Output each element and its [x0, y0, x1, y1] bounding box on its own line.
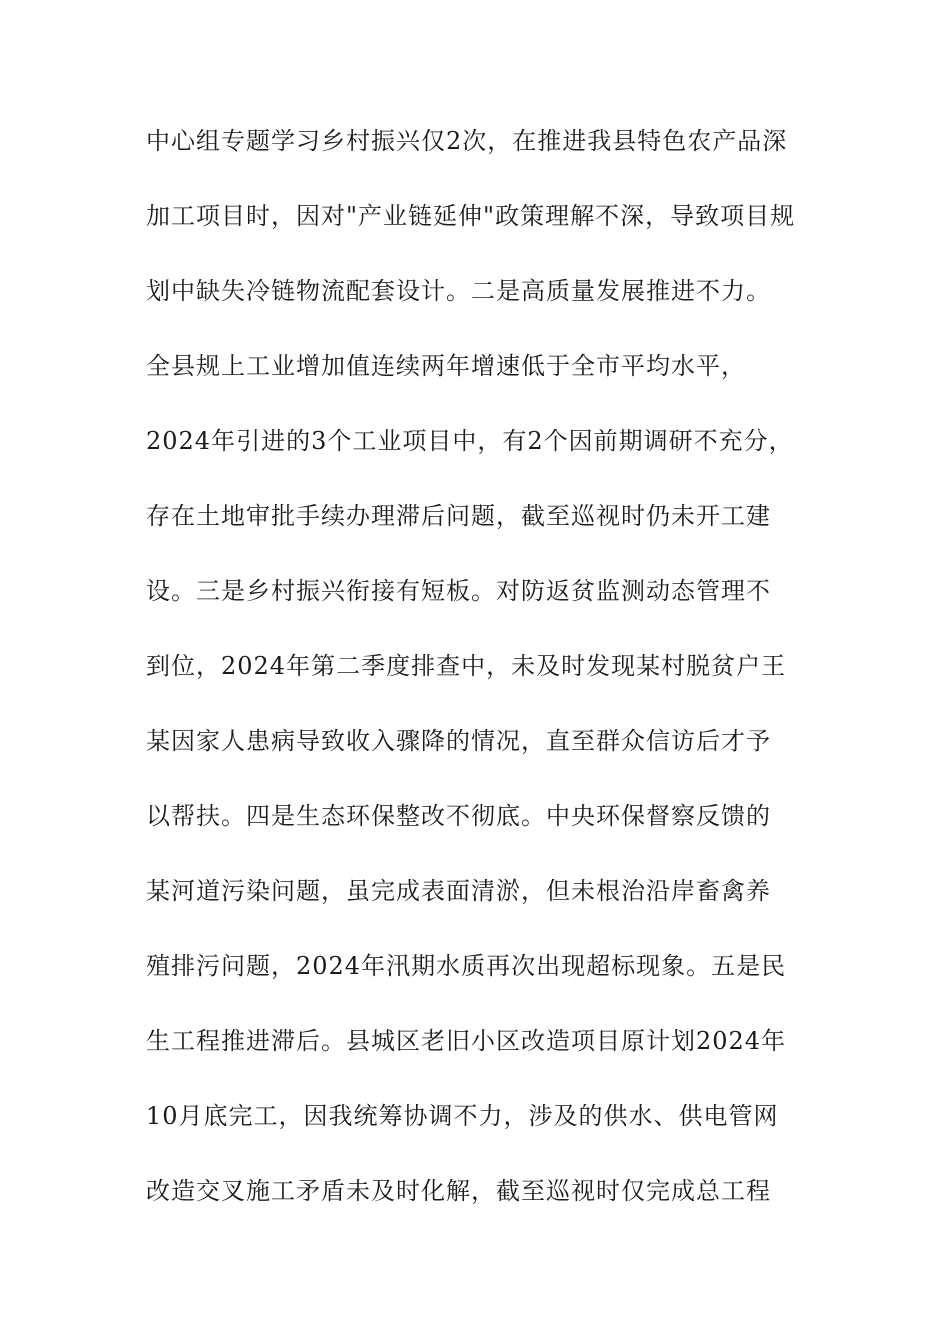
text-line-7: 设。三是乡村振兴衔接有短板。对防返贫监测动态管理不 — [146, 577, 771, 605]
text-line-4: 全县规上工业增加值连续两年增速低于全市平均水平， — [146, 352, 746, 380]
text-line-13: 生工程推进滞后。县城区老旧小区改造项目原计划2024年 — [146, 1027, 787, 1055]
text-line-2: 加工项目时，因对"产业链延伸"政策理解不深，导致项目规 — [146, 202, 796, 230]
text-line-14: 10月底完工，因我统筹协调不力，涉及的供水、供电管网 — [146, 1102, 779, 1130]
text-line-12: 殖排污问题，2024年汛期水质再次出现超标现象。五是民 — [146, 952, 787, 980]
text-line-9: 某因家人患病导致收入骤降的情况，直至群众信访后才予 — [146, 727, 771, 755]
text-line-11: 某河道污染问题，虽完成表面清淤，但未根治沿岸畜禽养 — [146, 877, 771, 905]
text-line-3: 划中缺失冷链物流配套设计。二是高质量发展推进不力。 — [146, 277, 771, 305]
text-line-15: 改造交叉施工矛盾未及时化解，截至巡视时仅完成总工程 — [146, 1177, 771, 1205]
text-line-1: 中心组专题学习乡村振兴仅2次，在推进我县特色农产品深 — [146, 127, 788, 155]
text-line-5: 2024年引进的3个工业项目中，有2个因前期调研不充分， — [146, 427, 794, 455]
text-line-10: 以帮扶。四是生态环保整改不彻底。中央环保督察反馈的 — [146, 802, 771, 830]
text-line-6: 存在土地审批手续办理滞后问题，截至巡视时仍未开工建 — [146, 502, 771, 530]
text-line-8: 到位，2024年第二季度排查中，未及时发现某村脱贫户王 — [146, 652, 787, 680]
